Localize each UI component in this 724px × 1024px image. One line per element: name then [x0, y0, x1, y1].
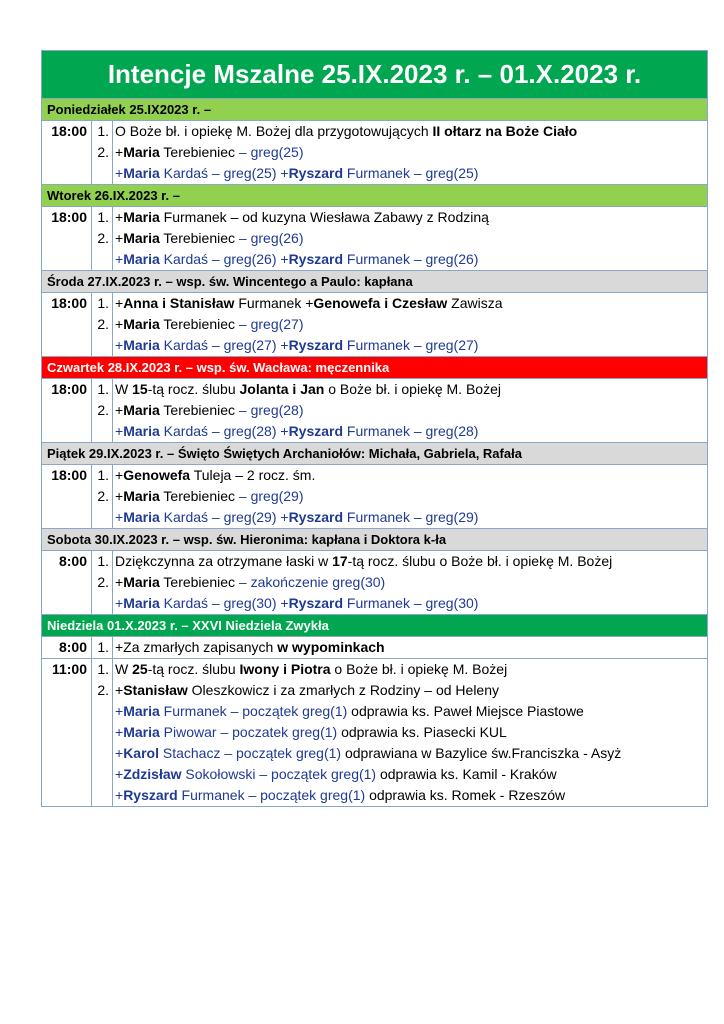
intention-text: [112, 421, 707, 442]
text-segment: Terebieniec: [159, 574, 239, 590]
intention-text: [112, 465, 707, 486]
text-segment: -tą rocz. ślubu o Boże bł. i opiekę M. Bożej: [347, 553, 613, 569]
text-segment: Stanisław: [123, 682, 188, 698]
text-segment: Dziękczynna za otrzymane łaski w: [115, 553, 333, 569]
text-segment: – zakończenie greg(30): [238, 574, 386, 590]
intention-number: 1.: [97, 381, 109, 397]
text-segment: w wypominkach: [277, 639, 385, 655]
text-segment: 25: [132, 661, 148, 677]
text-segment: Terebieniec: [159, 230, 239, 246]
mass-intentions-table: [41, 50, 708, 807]
text-segment: -tą rocz. ślubu: [147, 661, 240, 677]
intention-number: 1.: [97, 553, 109, 569]
intention-number: [92, 722, 112, 743]
text-segment: Maria: [123, 337, 160, 353]
text-segment: Tuleja – 2 rocz. śm.: [190, 467, 316, 483]
time-label: 18:00: [51, 209, 87, 225]
text-segment: Zawisza: [447, 295, 503, 311]
text-segment: – greg(26): [238, 230, 304, 246]
mass-time: [42, 207, 92, 270]
intention-number: [92, 335, 112, 356]
text-segment: Furmanek – greg(25): [343, 165, 479, 181]
intention-text: [112, 314, 707, 335]
intention-row: [92, 507, 707, 528]
text-segment: II ołtarz na Boże Ciało: [432, 123, 578, 139]
intention-number: [92, 507, 112, 528]
intention-text: [112, 507, 707, 528]
intention-number: [92, 701, 112, 722]
text-segment: Furmanek – greg(26): [343, 251, 479, 267]
intention-text: [112, 400, 707, 421]
text-segment: Maria: [123, 316, 160, 332]
mass-block: [42, 206, 707, 270]
intention-text: [112, 163, 707, 184]
intention-row: [92, 572, 707, 593]
text-segment: Ryszard: [288, 337, 344, 353]
text-segment: odprawia ks. Paweł Miejsce Piastowe: [347, 703, 584, 719]
intention-row: [92, 207, 707, 228]
mass-time: [42, 379, 92, 442]
intention-text: [112, 142, 707, 163]
time-label: 18:00: [51, 467, 87, 483]
text-segment: +: [115, 574, 124, 590]
text-segment: +: [115, 423, 124, 439]
mass-block: [42, 378, 707, 442]
text-segment: – greg(29): [238, 488, 304, 504]
text-segment: – greg(28): [238, 402, 304, 418]
text-segment: o Boże bł. i opiekę M. Bożej: [324, 381, 501, 397]
text-segment: Maria: [123, 209, 160, 225]
intention-row: [92, 680, 707, 701]
intention-row: [92, 335, 707, 356]
text-segment: +: [115, 144, 124, 160]
text-segment: Maria: [123, 251, 160, 267]
text-segment: Maria: [123, 165, 160, 181]
intention-row: [92, 379, 707, 400]
text-segment: Ryszard: [288, 423, 344, 439]
intention-text: [112, 785, 707, 806]
text-segment: Furmanek – od kuzyna Wiesława Zabawy z Rodziną: [159, 209, 489, 225]
intention-number: 2.: [97, 230, 109, 246]
text-segment: Kardaś – greg(26) +: [159, 251, 289, 267]
time-label: 11:00: [51, 661, 87, 677]
text-segment: odprawia ks. Piasecki KUL: [337, 724, 507, 740]
text-segment: Jolanta i Jan: [239, 381, 325, 397]
intention-text: [112, 743, 707, 764]
text-segment: odprawiana w Bazylice św.Franciszka - Asyż: [341, 745, 622, 761]
intention-number: 2.: [97, 402, 109, 418]
day-header: Sobota 30.IX.2023 r. – wsp. św. Hieronima: kapłana i Doktora k-ła: [42, 528, 707, 550]
time-label: 8:00: [58, 639, 87, 655]
day-header: Środa 27.IX.2023 r. – wsp. św. Wincentego a Paulo: kapłana: [42, 270, 707, 292]
mass-time: [42, 465, 92, 528]
intention-row: [92, 163, 707, 184]
mass-time: [42, 637, 92, 658]
text-segment: Ryszard: [288, 509, 344, 525]
mass-block: [42, 464, 707, 528]
day-header: Poniedziałek 25.IX2023 r. –: [42, 98, 707, 120]
intention-text: [112, 593, 707, 614]
mass-block: [42, 120, 707, 184]
intention-row: [92, 142, 707, 163]
intention-number: 2.: [97, 316, 109, 332]
intention-row: [92, 785, 707, 806]
text-segment: +: [115, 251, 124, 267]
intention-number: 2.: [97, 144, 109, 160]
text-segment: Maria: [123, 574, 160, 590]
intention-row: [92, 486, 707, 507]
text-segment: Maria: [123, 509, 160, 525]
text-segment: Ryszard: [288, 165, 344, 181]
text-segment: – greg(27): [238, 316, 304, 332]
intention-number: 1.: [97, 661, 109, 677]
intention-number: [92, 593, 112, 614]
text-segment: O Boże bł. i opiekę M. Bożej dla przygotowujących: [115, 123, 433, 139]
intention-row: [92, 228, 707, 249]
text-segment: +: [115, 295, 124, 311]
text-segment: Stachacz – początek greg(1): [158, 745, 342, 761]
intention-number: 1.: [97, 467, 109, 483]
intention-row: [92, 551, 707, 572]
text-segment: -tą rocz. ślubu: [147, 381, 240, 397]
intention-number: [92, 785, 112, 806]
text-segment: Genowefa: [123, 467, 191, 483]
intention-text: [112, 764, 707, 785]
intention-number: 1.: [97, 209, 109, 225]
text-segment: +: [115, 745, 124, 761]
text-segment: +: [115, 787, 124, 803]
intention-row: [92, 593, 707, 614]
intention-row: [92, 722, 707, 743]
intention-row: [92, 249, 707, 270]
intention-number: 1.: [97, 295, 109, 311]
intention-text: [112, 680, 707, 701]
intention-number: 2.: [97, 574, 109, 590]
text-segment: +: [115, 509, 124, 525]
text-segment: Anna i Stanisław: [123, 295, 235, 311]
time-label: 18:00: [51, 295, 87, 311]
text-segment: Kardaś – greg(28) +: [159, 423, 289, 439]
text-segment: Terebieniec: [159, 144, 239, 160]
text-segment: +: [115, 402, 124, 418]
text-segment: +: [115, 488, 124, 504]
mass-time: [42, 659, 92, 806]
text-segment: Maria: [123, 724, 160, 740]
intention-row: [92, 637, 707, 658]
mass-time: [42, 121, 92, 184]
text-segment: +: [115, 703, 124, 719]
text-segment: Furmanek – greg(29): [343, 509, 479, 525]
text-segment: Ryszard: [288, 251, 344, 267]
text-segment: +: [115, 209, 124, 225]
text-segment: 15: [132, 381, 148, 397]
text-segment: Maria: [123, 144, 160, 160]
text-segment: Maria: [123, 595, 160, 611]
text-segment: Terebieniec: [159, 488, 239, 504]
text-segment: – greg(25): [238, 144, 304, 160]
text-segment: Genowefa i Czesław: [313, 295, 448, 311]
intention-number: [92, 743, 112, 764]
text-segment: +: [115, 230, 124, 246]
text-segment: Kardaś – greg(27) +: [159, 337, 289, 353]
intention-text: [112, 335, 707, 356]
text-segment: +: [115, 316, 124, 332]
text-segment: Karol: [123, 745, 159, 761]
text-segment: Kardaś – greg(25) +: [159, 165, 289, 181]
text-segment: +Za zmarłych zapisanych: [115, 639, 278, 655]
mass-time: [42, 551, 92, 614]
text-segment: +: [115, 467, 124, 483]
intention-text: [112, 572, 707, 593]
text-segment: Sokołowski – początek greg(1): [181, 766, 377, 782]
intention-text: [112, 293, 707, 314]
intention-text: [112, 207, 707, 228]
text-segment: Terebieniec: [159, 316, 239, 332]
intention-text: [112, 659, 707, 680]
time-label: 18:00: [51, 381, 87, 397]
intention-text: [112, 486, 707, 507]
text-segment: +: [115, 682, 124, 698]
intention-number: 1.: [97, 639, 109, 655]
text-segment: W: [115, 661, 133, 677]
text-segment: Maria: [123, 402, 160, 418]
intention-number: 1.: [97, 123, 109, 139]
text-segment: Zdzisław: [123, 766, 182, 782]
text-segment: W: [115, 381, 133, 397]
time-label: 8:00: [58, 553, 87, 569]
text-segment: Terebieniec: [159, 402, 239, 418]
text-segment: +: [115, 165, 124, 181]
intention-row: [92, 121, 707, 142]
mass-block: [42, 636, 707, 658]
text-segment: Ryszard: [288, 595, 344, 611]
intention-row: [92, 314, 707, 335]
intention-row: [92, 743, 707, 764]
text-segment: Kardaś – greg(29) +: [159, 509, 289, 525]
day-header: Niedziela 01.X.2023 r. – XXVI Niedziela Zwykła: [42, 614, 707, 636]
mass-block: [42, 292, 707, 356]
text-segment: Furmanek – greg(30): [343, 595, 479, 611]
intention-text: [112, 249, 707, 270]
text-segment: Furmanek – greg(28): [343, 423, 479, 439]
intention-row: [92, 659, 707, 680]
intention-text: [112, 722, 707, 743]
days-container: [42, 98, 707, 806]
text-segment: Maria: [123, 230, 160, 246]
mass-block: [42, 550, 707, 614]
text-segment: Maria: [123, 703, 160, 719]
intention-text: [112, 379, 707, 400]
text-segment: Furmanek – greg(27): [343, 337, 479, 353]
text-segment: Kardaś – greg(30) +: [159, 595, 289, 611]
time-label: 18:00: [51, 123, 87, 139]
text-segment: Ryszard: [123, 787, 178, 803]
intention-number: [92, 249, 112, 270]
text-segment: Furmanek – początek greg(1): [177, 787, 366, 803]
text-segment: 17: [332, 553, 348, 569]
intention-row: [92, 701, 707, 722]
intention-text: [112, 551, 707, 572]
day-header: Czwartek 28.IX.2023 r. – wsp. św. Wacława: męczennika: [42, 356, 707, 378]
intention-text: [112, 228, 707, 249]
text-segment: Iwony i Piotra: [239, 661, 331, 677]
intention-number: 2.: [97, 682, 109, 698]
mass-block: [42, 658, 707, 806]
intention-text: [112, 701, 707, 722]
text-segment: Furmanek – początek greg(1): [159, 703, 348, 719]
text-segment: +: [115, 766, 124, 782]
intention-row: [92, 421, 707, 442]
text-segment: +: [115, 337, 124, 353]
mass-time: [42, 293, 92, 356]
intention-text: [112, 121, 707, 142]
text-segment: +: [115, 595, 124, 611]
text-segment: odprawia ks. Romek - Rzeszów: [365, 787, 566, 803]
day-header: Wtorek 26.IX.2023 r. –: [42, 184, 707, 206]
text-segment: Piwowar – poczatek greg(1): [159, 724, 338, 740]
intention-number: [92, 764, 112, 785]
text-segment: Maria: [123, 488, 160, 504]
text-segment: Oleszkowicz i za zmarłych z Rodziny – od Heleny: [187, 682, 500, 698]
document-title: Intencje Mszalne 25.IX.2023 r. – 01.X.2023 r.: [42, 51, 707, 98]
intention-row: [92, 764, 707, 785]
text-segment: +: [115, 724, 124, 740]
text-segment: o Boże bł. i opiekę M. Bożej: [330, 661, 508, 677]
text-segment: odprawia ks. Kamil - Kraków: [376, 766, 557, 782]
intention-text: [112, 637, 707, 658]
intention-row: [92, 293, 707, 314]
text-segment: Maria: [123, 423, 160, 439]
day-header: Piątek 29.IX.2023 r. – Święto Świętych Archaniołów: Michała, Gabriela, Rafała: [42, 442, 707, 464]
intention-number: [92, 163, 112, 184]
intention-row: [92, 400, 707, 421]
intention-number: [92, 421, 112, 442]
text-segment: Furmanek +: [234, 295, 314, 311]
intention-row: [92, 465, 707, 486]
intention-number: 2.: [97, 488, 109, 504]
